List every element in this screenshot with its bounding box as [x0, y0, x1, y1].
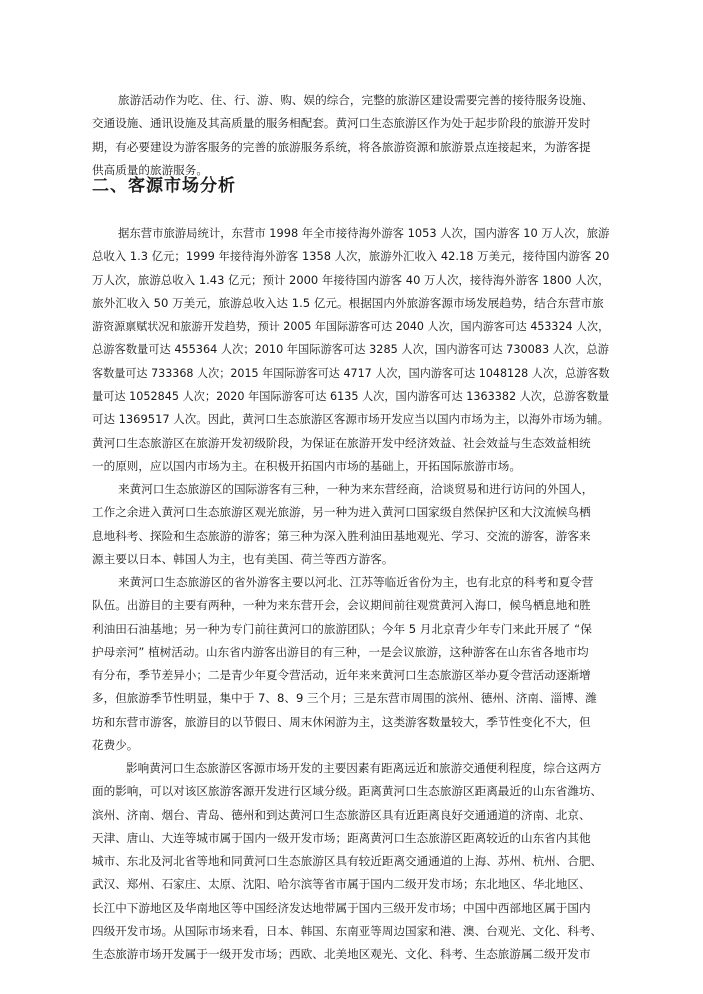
text-line: 游资源禀赋状况和旅游开发趋势，预计 2005 年国际游客可达 2040 人次，国内游客可达 453324 人次， — [92, 320, 610, 334]
paragraph-international-visitors — [92, 478, 612, 571]
text-line: 总收入 1.3 亿元；1999 年接待海外游客 1358 人次，旅游外汇收入 42.18 万美元，接待国内游客 20 — [92, 249, 610, 264]
text-line: 滨州、济南、烟台、青岛、德州和到达黄河口生态旅游区具有近距离良好交通通道的济南、北京、 — [92, 807, 591, 822]
text-line: 交通设施、通讯设施及其高质量的服务相配套。黄河口生态旅游区作为处于起步阶段的旅游开发时 — [92, 116, 591, 131]
section-title: 二、客源市场分析 — [92, 176, 236, 196]
text-line: 有分布，季节差异小；二是青少年夏令营活动，近年来来黄河口生态旅游区举办夏令营活动逐渐增 — [92, 668, 591, 683]
text-line: 旅游活动作为吃、住、行、游、购、娱的综合，完整的旅游区建设需要完善的接待服务设施、 — [118, 93, 594, 107]
text-line: 花费少。 — [92, 738, 139, 753]
paragraph-domestic-visitors — [92, 571, 612, 757]
text-line: 四级开发市场。从国际市场来看，日本、韩国、东南亚等周边国家和港、澳、台观光、文化、科考、 — [92, 924, 603, 939]
text-line: 利油田石油基地；另一种为专门前往黄河口的旅游团队；今年 5 月北京青少年专门来此开展了 “保 — [92, 621, 592, 636]
text-line: 生态旅游市场开发属于一级开发市场；西欧、北美地区观光、文化、科考、生态旅游属二级开发市 — [92, 947, 591, 962]
text-line: 据东营市旅游局统计，东营市 1998 年全市接待海外游客 1053 人次，国内游客 10 万人次，旅游 — [118, 226, 610, 240]
text-line: 息地科考、探险和生态旅游的游客；第三种为深入胜利油田基地观光、学习、交流的游客，游客来 — [92, 528, 591, 543]
text-line: 天津、唐山、大连等城市属于国内一级开发市场；距离黄河口生态旅游区距离较近的山东省内其他 — [92, 830, 591, 845]
text-line: 工作之余进入黄河口生态旅游区观光旅游，另一种为进入黄河口国家级自然保护区和大汶流候鸟栖 — [92, 505, 591, 520]
text-line: 总游客数量可达 455364 人次；2010 年国际游客可达 3285 人次，国内游客可达 730083 人次，总游 — [92, 343, 609, 357]
text-line: 量可达 1052845 人次；2020 年国际游客可达 6135 人次，国内游客可达 1363382 人次，总游客数量 — [92, 390, 610, 404]
intro-paragraph — [92, 89, 612, 182]
text-line: 队伍。出游目的主要有两种，一种为来东营开会，会议期间前往观赏黄河入海口，候鸟栖息地和胜 — [92, 598, 591, 613]
text-line: 影响黄河口生态旅游区客源市场开发的主要因素有距离远近和旅游交通便利程度，综合这两方 — [126, 761, 602, 775]
text-line: 供高质量的旅游服务。 — [92, 162, 208, 177]
text-line: 万人次，旅游总收入 1.43 亿元；预计 2000 年接待国内游客 40 万人次，接待海外游客 1800 人次， — [92, 272, 610, 287]
paragraph-visitor-statistics — [92, 222, 612, 478]
text-line: 护母亲河” 植树活动。山东省内游客出游目的有三种，一是会议旅游，这种游客在山东省各地市均 — [92, 644, 589, 659]
text-line: 多，但旅游季节性明显，集中于 7、8、9 三个月；三是东营市周围的滨州、德州、济南、淄博、潍 — [92, 691, 597, 706]
text-line: 城市、东北及河北省等地和同黄河口生态旅游区具有较近距离交通通道的上海、苏州、杭州、合肥、 — [92, 854, 603, 869]
text-line: 一的原则，应以国内市场为主。在积极开拓国内市场的基础上，开拓国际旅游市场。 — [92, 458, 521, 473]
paragraph-market-tiers — [92, 757, 612, 967]
text-line: 期，有必要建设为游客服务的完善的旅游服务系统，将各旅游资源和旅游景点连接起来，为游客提 — [92, 139, 591, 154]
text-line: 旅外汇收入 50 万美元，旅游总收入达 1.5 亿元。根据国内外旅游客源市场发展趋势，结合东营市旅 — [92, 295, 604, 310]
text-line: 坊和东营市游客，旅游目的以节假日、周末休闲游为主，这类游客数量较大，季节性变化不大，但 — [92, 714, 591, 729]
text-line: 源主要以日本、韩国人为主，也有美国、荷兰等西方游客。 — [92, 551, 394, 566]
text-line: 可达 1369517 人次。因此，黄河口生态旅游区客源市场开发应当以国内市场为主，以海外市场为辅。 — [92, 412, 610, 427]
text-line: 武汉、郑州、石家庄、太原、沈阳、哈尔滨等省市属于国内二级开发市场；东北地区、华北地区、 — [92, 877, 591, 892]
text-line: 来黄河口生态旅游区的省外游客主要以河北、江苏等临近省份为主，也有北京的科考和夏令营 — [118, 575, 594, 589]
text-line: 面的影响，可以对该区旅游客源开发进行区域分级。距离黄河口生态旅游区距离最近的山东省潍坊、 — [92, 784, 603, 799]
text-line: 客数量可达 733368 人次；2015 年国际游客可达 4717 人次，国内游客可达 1048128 人次，总游客数 — [92, 366, 610, 380]
text-line: 黄河口生态旅游区在旅游开发初级阶段，为保证在旅游开发中经济效益、社会效益与生态效益相统 — [92, 435, 591, 450]
text-line: 长江中下游地区及华南地区等中国经济发达地带属于国内三级开发市场；中国中西部地区属于国内 — [92, 900, 591, 915]
text-line: 来黄河口生态旅游区的国际游客有三种，一种为来东营经商，洽谈贸易和进行访问的外国人， — [118, 482, 594, 496]
